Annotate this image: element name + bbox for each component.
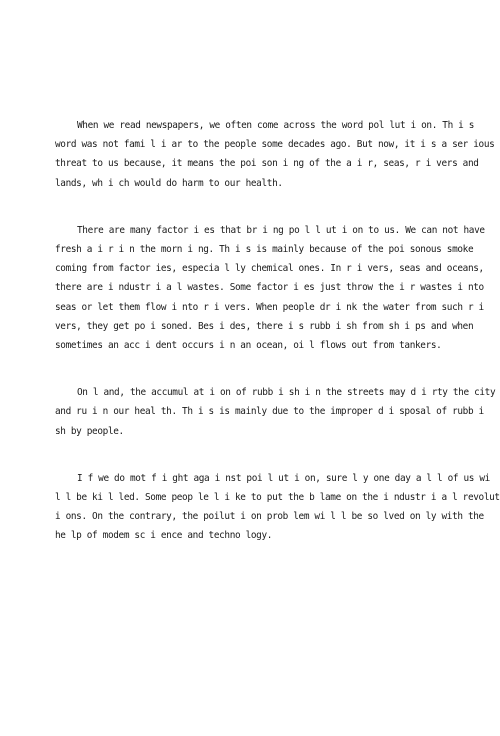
paragraph-line: When we read newspapers, we often come across the word pol lut i on. Th i s [77, 120, 475, 131]
paragraph-line: word was not fami l i ar to the people some decades ago. But now, it i s a ser ious [55, 139, 495, 151]
paragraph-line: he lp of modem sc i ence and techno logy. [55, 530, 273, 542]
paragraph-line: I f we do mot f i ght aga i nst poi l ut i on, sure l y one day a l l of us wi [77, 472, 490, 484]
paragraph-line: fresh a i r i n the morn i ng. Th i s is mainly because of the poi sonous smoke [55, 244, 474, 256]
paragraph-line: sometimes an acc i dent occurs i n an ocean, oi l flows out from tankers. [55, 340, 442, 352]
paragraph-line: seas or let them flow i nto r i vers. When people dr i nk the water from such r i [55, 301, 484, 313]
paragraph-line: threat to us because, it means the poi son i ng of the a i r, seas, r i vers and [55, 158, 479, 170]
paragraph-3 [55, 383, 496, 441]
paragraph-line: vers, they get po i soned. Bes i des, there i s rubb i sh from sh i ps and when [55, 320, 474, 332]
paragraph-4 [55, 469, 500, 546]
paragraph-line: and ru i n our heal th. Th i s is mainly due to the improper d i sposal of rubb i [55, 406, 484, 418]
paragraph-line: coming from factor ies, especia l ly chemical ones. In r i vers, seas and oceans, [55, 263, 484, 275]
paragraph-line: lands, wh i ch would do harm to our health. [55, 177, 283, 189]
paragraph-line: sh by people. [55, 425, 124, 437]
paragraph-line: l l be ki l led. Some peop le l i ke to put the b lame on the i ndustr i a l revolut [55, 492, 500, 504]
essay-text [55, 116, 500, 574]
paragraph-line: i ons. On the contrary, the poilut i on prob lem wi l l be so lved on ly with the [55, 511, 484, 523]
paragraph-line: there are i ndustr i a l wastes. Some factor i es just throw the i r wastes i nto [55, 282, 484, 294]
paragraph-line: On l and, the accumul at i on of rubb i sh i n the streets may d i rty the city [77, 387, 496, 399]
paragraph-2 [55, 221, 485, 355]
paragraph-1 [55, 116, 495, 193]
paragraph-line: There are many factor i es that br i ng po l l ut i on to us. We can not have [77, 224, 485, 236]
